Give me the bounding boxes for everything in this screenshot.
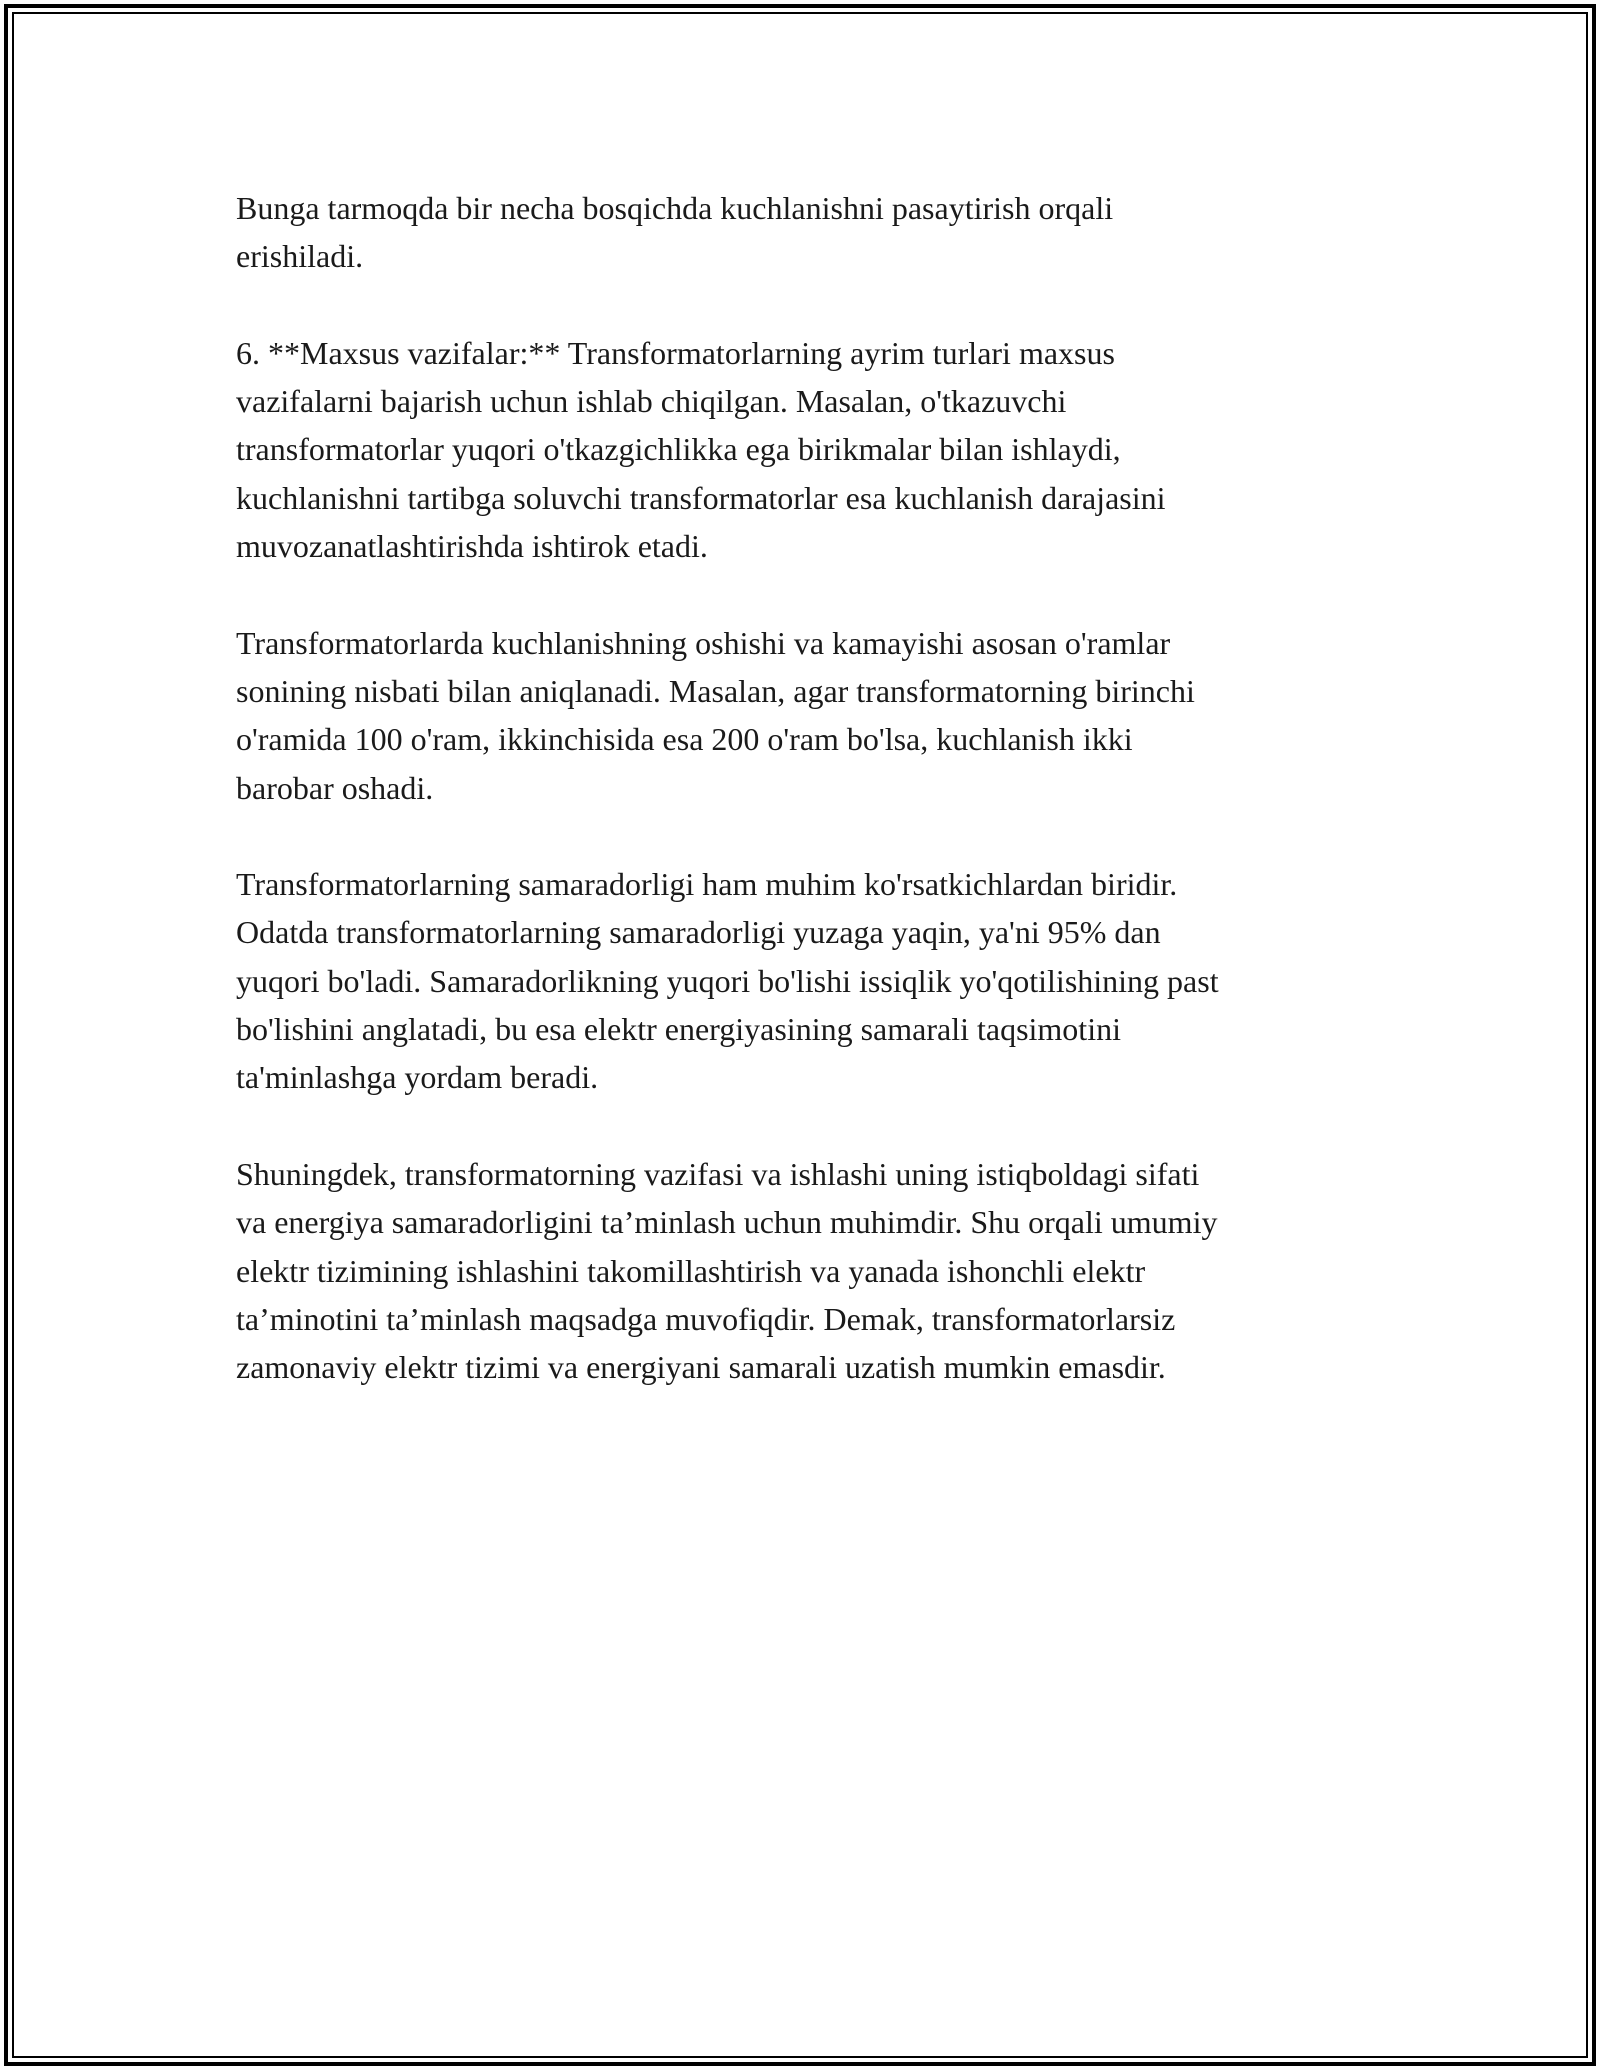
paragraph: Transformatorlarda kuchlanishning oshishi va kamayishi asosan o'ramlar sonining nisbati bilan aniqlanadi. Masalan, agar transformatorning birinchi o'ramida 100 o'ram, ikkinchisida esa 200 o'ram bo'lsa, kuchlanish ikki barobar oshadi. [236,624,1195,806]
paragraph: 6. **Maxsus vazifalar:** Transformatorlarning ayrim turlari maxsus vazifalarni bajarish uchun ishlab chiqilgan. Masalan, o'tkazuvchi transformatorlar yuqori o'tkazgichlikka ega birikmalar bilan ishlaydi, kuchlanishni tartibga soluvchi transformatorlar esa kuchlanish darajasini muvozanatlashtirishda ishtirok etadi. [236,334,1166,565]
paragraph: Transformatorlarning samaradorligi ham muhim ko'rsatkichlardan biridir. Odatda transformatorlarning samaradorligi yuzaga yaqin, ya'ni 95% dan yuqori bo'ladi. Samaradorlikning yuqori bo'lishi issiqlik yo'qotilishining past bo'lishini anglatadi, bu esa elektr energiyasining samarali taqsimotini ta'minlashga yordam beradi. [236,866,1219,1096]
document-body [236,184,1396,1440]
paragraph: Shuningdek, transformatorning vazifasi va ishlashi uning istiqboldagi sifati va energiya samaradorligini ta’minlash uchun muhimdir. Shu orqali umumiy elektr tizimining ishlashini takomillashtirish va yanada ishonchli elektr ta’minotini ta’minlash maqsadga muvofiqdir. Demak, transformatorlarsiz zamonaviy elektr tizimi va energiyani samarali uzatish mumkin emasdir. [236,1155,1218,1386]
paragraph: Bunga tarmoqda bir necha bosqichda kuchlanishni pasaytirish orqali erishiladi. [236,190,1114,275]
